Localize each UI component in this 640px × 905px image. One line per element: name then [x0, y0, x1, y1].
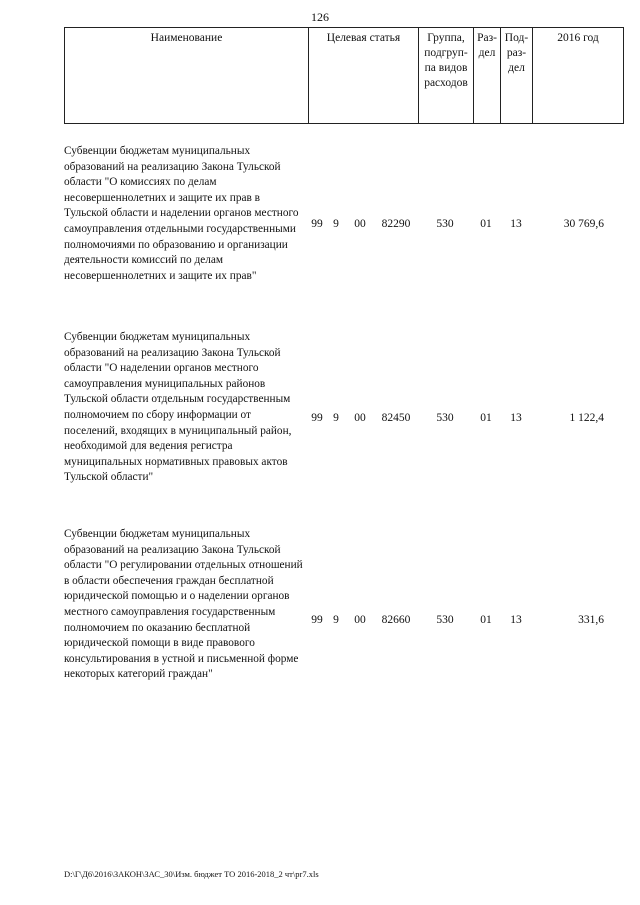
row-description: Субвенции бюджетам муниципальных образований на реализацию Закона Тульской области "О наделении органов местного самоуправления муниципальных районов Тульской области отдельным государственным полномочием по сбору информации от поселений, входящих в муниципальный район, необходимой для ведения регистра муниципальных нормативных правовых актов Тульской области" [64, 331, 292, 484]
expense-group: 530 [436, 614, 454, 626]
section: 01 [480, 614, 492, 626]
section: 01 [480, 218, 492, 230]
amount-2016: 30 769,6 [563, 218, 604, 230]
target-code-main: 00 [354, 614, 366, 626]
subsection: 13 [510, 218, 522, 230]
header-group: Группа, подгруп- па видов расходов [418, 28, 473, 123]
target-code-subprogram: 9 [333, 218, 339, 230]
expense-group: 530 [436, 218, 454, 230]
header-section: Раз- дел [473, 28, 500, 123]
amount-2016: 331,6 [578, 614, 604, 626]
section: 01 [480, 412, 492, 424]
amount-2016: 1 122,4 [569, 412, 604, 424]
target-code-subprogram: 9 [333, 614, 339, 626]
target-code-subprogram: 9 [333, 412, 339, 424]
expense-group: 530 [436, 412, 454, 424]
target-code-direction: 82450 [381, 412, 411, 424]
header-name: Наименование [150, 32, 223, 44]
file-path-footer: D:\Г\Д6\2016\ЗАКОН\ЗАС_30\Изм. бюджет ТО 2016-2018_2 чт\pr7.xls [64, 869, 319, 879]
target-code-program: 99 [311, 614, 323, 626]
target-code-main: 00 [354, 218, 366, 230]
page-number: 126 [311, 10, 329, 24]
subsection: 13 [510, 614, 522, 626]
target-code-program: 99 [311, 218, 323, 230]
header-subsection: Под- раз- дел [500, 28, 532, 123]
row-description: Субвенции бюджетам муниципальных образований на реализацию Закона Тульской области "О регулировании отдельных отношений в области обеспечения граждан бесплатной юридической помощью и о наделении органов местного самоуправления государственным полномочием по оказанию бесплатной юридической помощи в виде правового консультирования в устной и письменной форме некоторых категорий граждан" [64, 528, 303, 681]
row-description: Субвенции бюджетам муниципальных образований на реализацию Закона Тульской области "О комиссиях по делам несовершеннолетних и защите их прав в Тульской области и наделении органов местного самоуправления отдельными государственными полномочиями по образованию и организации деятельности комиссий по делам несовершеннолетних и защите их прав" [64, 145, 299, 282]
target-code-direction: 82660 [381, 614, 411, 626]
target-code-main: 00 [354, 412, 366, 424]
target-code-direction: 82290 [381, 218, 411, 230]
target-code-program: 99 [311, 412, 323, 424]
header-target-article: Целевая статья [308, 28, 418, 123]
subsection: 13 [510, 412, 522, 424]
header-year: 2016 год [532, 28, 623, 123]
table-header [64, 27, 624, 124]
